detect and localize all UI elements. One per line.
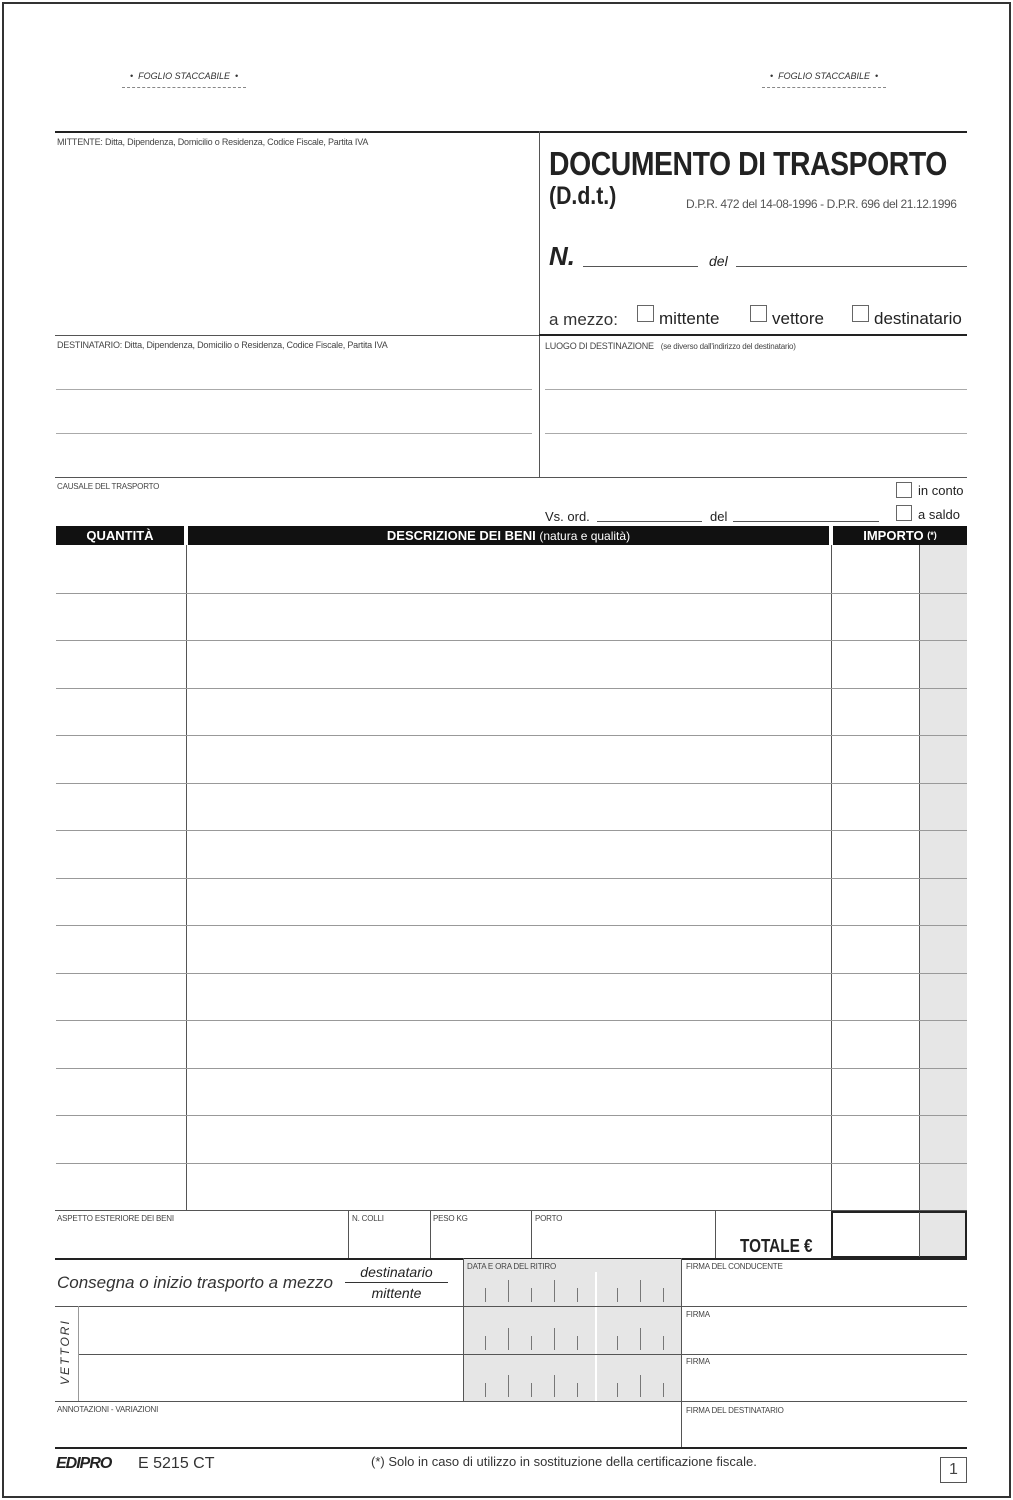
divider (348, 1210, 349, 1258)
table-row[interactable] (56, 830, 967, 878)
pickup-datetime-area[interactable] (463, 1259, 681, 1401)
sender-label: MITTENTE: Ditta, Dipendenza, Domicilio o Residenza, Codice Fiscale, Partita IVA (57, 137, 369, 147)
divider (463, 1258, 464, 1401)
tick-mark (508, 1280, 509, 1302)
tick-mark (663, 1288, 664, 1302)
carriers-label: VETTORI (58, 1319, 72, 1385)
description-header-note: (natura e qualità) (539, 529, 631, 543)
divider (55, 335, 539, 336)
delivery-option-destinatario[interactable]: destinatario (360, 1264, 433, 1280)
order-date-field[interactable] (733, 521, 879, 522)
quantity-header: QUANTITÀ (56, 526, 184, 545)
transport-by-label: a mezzo: (549, 310, 618, 329)
tick-mark (485, 1336, 486, 1350)
colli-label: N. COLLI (352, 1214, 384, 1223)
table-row[interactable] (56, 925, 967, 973)
tick-mark (508, 1328, 509, 1350)
table-row[interactable] (56, 735, 967, 783)
tick-mark (577, 1288, 578, 1302)
document-abbr: (D.d.t.) (549, 182, 617, 210)
tick-mark (554, 1280, 555, 1302)
document-title: DOCUMENTO DI TRASPORTO (549, 145, 947, 182)
table-row[interactable] (56, 1115, 967, 1163)
destinatario-label: destinatario (874, 309, 962, 328)
order-label: Vs. ord. (545, 509, 590, 524)
tick-mark (508, 1375, 509, 1397)
sender-field[interactable] (57, 150, 532, 330)
description-header (188, 526, 829, 545)
divider (55, 1306, 967, 1307)
destination-label-text: LUOGO DI DESTINAZIONE (545, 341, 654, 351)
divider (345, 1282, 448, 1283)
divider (531, 1210, 532, 1258)
causale-label: CAUSALE DEL TRASPORTO (57, 482, 160, 491)
divider (55, 477, 967, 478)
total-cents-field (920, 1213, 965, 1256)
order-number-field[interactable] (597, 521, 702, 522)
divider (539, 334, 967, 336)
in-conto-label: in conto (918, 483, 964, 498)
driver-sign-label: FIRMA DEL CONDUCENTE (686, 1262, 783, 1271)
number-label: N. (549, 241, 575, 271)
porto-label: PORTO (535, 1214, 563, 1223)
divider (919, 1212, 920, 1257)
destination-line[interactable] (545, 433, 967, 434)
order-date-label: del (710, 509, 728, 524)
divider (681, 1258, 682, 1447)
amount-header-note: (*) (927, 530, 937, 540)
tick-mark (640, 1375, 641, 1397)
table-row[interactable] (56, 545, 967, 593)
divider (539, 131, 540, 477)
edipro-logo: EDIPRO (56, 1455, 112, 1472)
destinatario-checkbox[interactable] (852, 305, 869, 322)
divider (55, 1401, 967, 1402)
tick-mark (640, 1280, 641, 1302)
date-label: del (709, 253, 728, 269)
total-label: TOTALE € (740, 1236, 813, 1256)
mittente-checkbox[interactable] (637, 305, 654, 322)
vettore-label: vettore (772, 309, 824, 328)
tick-mark (577, 1336, 578, 1350)
delivery-option-mittente[interactable]: mittente (371, 1285, 422, 1301)
recipient-line[interactable] (56, 389, 532, 390)
carrier-sign-label-1: FIRMA (686, 1310, 710, 1319)
peso-label: PESO KG (433, 1214, 468, 1223)
tick-mark (640, 1328, 641, 1350)
divider (78, 1354, 967, 1355)
divider (55, 131, 967, 133)
number-field[interactable] (583, 266, 698, 267)
mittente-label: mittente (659, 309, 720, 328)
pickup-label: DATA E ORA DEL RITIRO (467, 1262, 557, 1271)
divider (78, 1306, 79, 1401)
in-conto-checkbox[interactable] (896, 482, 912, 498)
footnote: (*) Solo in caso di utilizzo in sostituzione della certificazione fiscale. (371, 1454, 757, 1469)
divider (430, 1210, 431, 1258)
tick-mark (554, 1375, 555, 1397)
copy-number: 1 (940, 1457, 967, 1483)
tear-off-text: FOGLIO STACCABILE (138, 71, 231, 81)
tick-mark (617, 1336, 618, 1350)
a-saldo-label: a saldo (918, 507, 960, 522)
destination-label (545, 341, 796, 351)
divider (55, 1447, 967, 1449)
vettore-checkbox[interactable] (750, 305, 767, 322)
table-row[interactable] (56, 1163, 967, 1211)
recipient-sign-label: FIRMA DEL DESTINATARIO (686, 1406, 784, 1415)
table-row[interactable] (56, 688, 967, 736)
tick-mark (617, 1383, 618, 1397)
destination-line[interactable] (545, 389, 967, 390)
divider (715, 1210, 716, 1258)
divider (595, 1272, 597, 1401)
law-reference: D.P.R. 472 del 14-08-1996 - D.P.R. 696 del 21.12.1996 (686, 197, 957, 211)
date-field[interactable] (736, 266, 967, 267)
aspect-label: ASPETTO ESTERIORE DEI BENI (57, 1214, 174, 1223)
table-row[interactable] (56, 593, 967, 641)
tear-off-label-left: • FOGLIO STACCABILE • (122, 71, 246, 88)
tick-mark (531, 1383, 532, 1397)
form-code: E 5215 CT (138, 1455, 215, 1472)
table-row[interactable] (56, 1020, 967, 1068)
tick-mark (554, 1328, 555, 1350)
description-header-text: DESCRIZIONE DEI BENI (386, 528, 536, 543)
tear-off-text: FOGLIO STACCABILE (778, 71, 871, 81)
table-row[interactable] (56, 878, 967, 926)
amount-header-text: IMPORTO (863, 528, 924, 543)
carrier-sign-label-2: FIRMA (686, 1357, 710, 1366)
tick-mark (531, 1288, 532, 1302)
tick-mark (485, 1288, 486, 1302)
amount-header (833, 526, 967, 545)
tear-off-label-right: • FOGLIO STACCABILE • (762, 71, 886, 88)
delivery-label: Consegna o inizio trasporto a mezzo (57, 1273, 333, 1292)
tick-mark (531, 1336, 532, 1350)
destination-note: (se diverso dall'indirizzo del destinatario) (660, 342, 796, 351)
notes-label: ANNOTAZIONI - VARIAZIONI (57, 1405, 159, 1414)
table-row[interactable] (56, 973, 967, 1021)
tick-mark (663, 1383, 664, 1397)
recipient-line[interactable] (56, 433, 532, 434)
tick-mark (663, 1336, 664, 1350)
table-row[interactable] (56, 783, 967, 831)
table-row[interactable] (56, 1068, 967, 1116)
tick-mark (485, 1383, 486, 1397)
table-row[interactable] (56, 640, 967, 688)
recipient-label: DESTINATARIO: Ditta, Dipendenza, Domicilio o Residenza, Codice Fiscale, Partita IVA (57, 340, 388, 350)
tick-mark (617, 1288, 618, 1302)
tick-mark (577, 1383, 578, 1397)
a-saldo-checkbox[interactable] (896, 505, 912, 521)
